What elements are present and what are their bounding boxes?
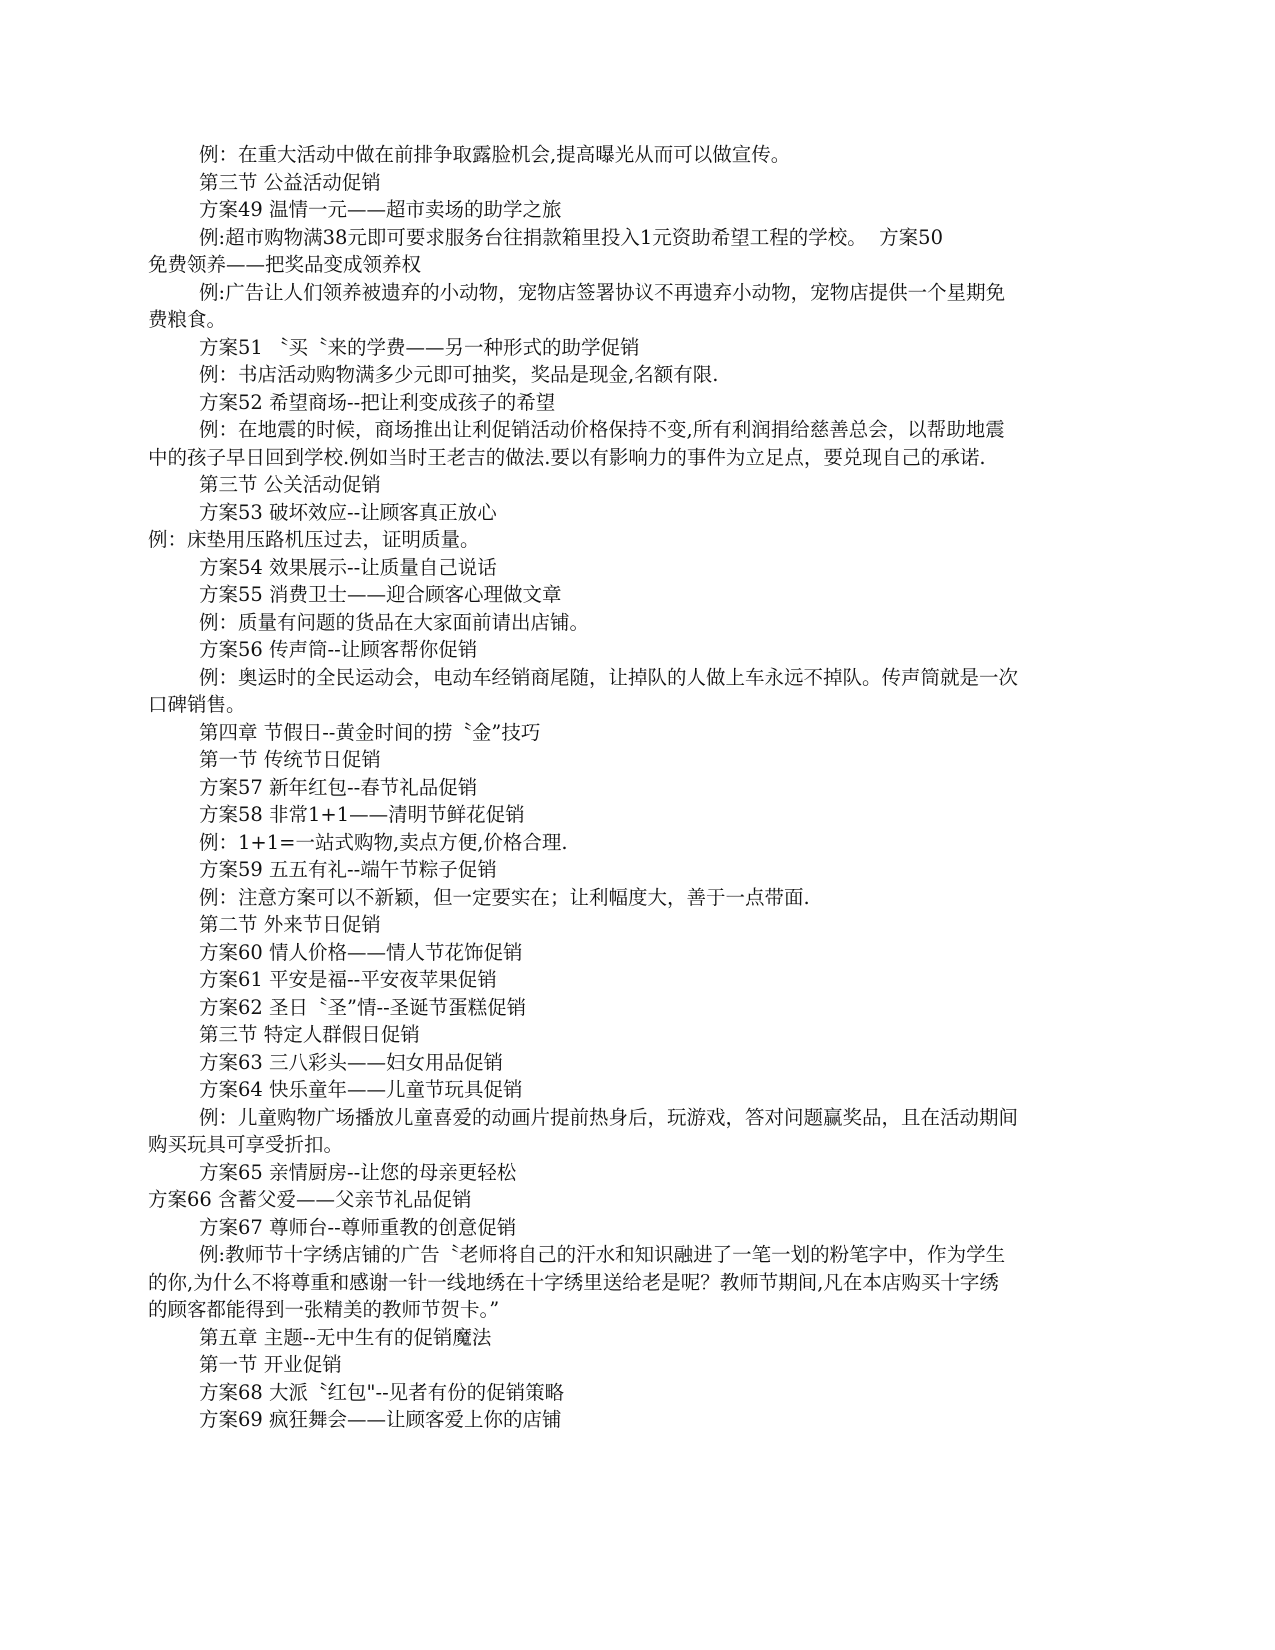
plan-heading: 方案68 大派〝红包"--见者有份的促销策略 [199, 1380, 565, 1404]
plan-heading: 方案51 〝买〝来的学费——另一种形式的助学促销 [199, 335, 640, 359]
text-line: 例:教师节十字绣店铺的广告〝老师将自己的汗水和知识融进了一笔一划的粉笔字中，作为学生 [199, 1243, 1006, 1266]
plan-heading: 方案57 新年红包--春节礼品促销 [199, 775, 478, 799]
text-line: 例：在重大活动中做在前排争取露脸机会,提高曝光从而可以做宣传。 [199, 143, 791, 166]
plan-heading: 方案63 三八彩头——妇女用品促销 [199, 1050, 504, 1074]
chapter-heading: 第五章 主题--无中生有的促销魔法 [199, 1325, 492, 1349]
text-line: 例：质量有问题的货品在大家面前请出店铺。 [199, 610, 590, 634]
text-line: 例:超市购物满38元即可要求服务台往捐款箱里投入1元资助希望工程的学校。 方案50 [199, 225, 943, 249]
text-line: 购买玩具可享受折扣。 [148, 1133, 344, 1156]
text-line: 口碑销售。 [148, 693, 246, 716]
text-line: 例：注意方案可以不新颖，但一定要实在；让利幅度大，善于一点带面. [199, 885, 810, 909]
text-line: 例：床垫用压路机压过去，证明质量。 [148, 528, 480, 551]
text-line: 例：在地震的时候，商场推出让利促销活动价格保持不变,所有利润捐给慈善总会，以帮助地震 [199, 418, 1005, 441]
text-line: 例：儿童购物广场播放儿童喜爱的动画片提前热身后，玩游戏，答对问题赢奖品，且在活动期间 [199, 1105, 1019, 1129]
plan-heading: 方案59 五五有礼--端午节粽子促销 [199, 858, 497, 881]
plan-heading: 方案58 非常1+1——清明节鲜花促销 [199, 803, 525, 826]
text-line: 例：奥运时的全民运动会，电动车经销商尾随，让掉队的人做上车永远不掉队。传声筒就是一次 [199, 665, 1019, 689]
text-line: 的顾客都能得到一张精美的教师节贺卡。” [148, 1298, 500, 1321]
plan-heading: 方案66 含蓄父爱——父亲节礼品促销 [148, 1188, 472, 1211]
section-heading: 第一节 开业促销 [199, 1353, 342, 1376]
document-page [148, 141, 1128, 1434]
text-line: 例：1+1=一站式购物,卖点方便,价格合理. [199, 830, 568, 854]
plan-heading: 方案53 破坏效应--让顾客真正放心 [199, 500, 497, 524]
text-line: 费粮食。 [148, 308, 227, 331]
section-heading: 第二节 外来节日促销 [199, 913, 381, 936]
plan-heading: 方案69 疯狂舞会——让顾客爱上你的店铺 [199, 1408, 562, 1431]
text-line: 的你,为什么不将尊重和感谢一针一线地绣在十字绣里送给老是呢？教师节期间,凡在本店购买十字绣 [148, 1270, 999, 1294]
plan-heading: 方案60 情人价格——情人节花饰促销 [199, 940, 523, 964]
plan-heading: 方案64 快乐童年——儿童节玩具促销 [199, 1078, 523, 1101]
text-line: 例:广告让人们领养被遗弃的小动物，宠物店签署协议不再遗弃小动物，宠物店提供一个星期免 [199, 280, 1006, 304]
section-heading: 第一节 传统节日促销 [199, 748, 381, 771]
section-heading: 第三节 公益活动促销 [199, 170, 381, 194]
plan-heading: 方案52 希望商场--把让利变成孩子的希望 [199, 390, 556, 414]
plan-heading: 方案55 消费卫士——迎合顾客心理做文章 [199, 583, 562, 606]
chapter-heading: 第四章 节假日--黄金时间的捞〝金”技巧 [199, 720, 541, 744]
plan-heading: 方案61 平安是福--平安夜苹果促销 [199, 968, 497, 991]
plan-heading: 方案67 尊师台--尊师重教的创意促销 [199, 1215, 517, 1239]
text-line: 中的孩子早日回到学校.例如当时王老吉的做法.要以有影响力的事件为立足点，要兑现自己的承诺. [148, 445, 986, 469]
plan-heading: 方案56 传声筒--让顾客帮你促销 [199, 638, 478, 661]
plan-heading: 方案62 圣日〝圣”情--圣诞节蛋糕促销 [199, 995, 527, 1019]
plan-heading: 方案65 亲情厨房--让您的母亲更轻松 [199, 1160, 517, 1184]
section-heading: 第三节 特定人群假日促销 [199, 1023, 420, 1046]
plan-heading: 方案49 温情一元——超市卖场的助学之旅 [199, 198, 562, 221]
plan-heading: 方案54 效果展示--让质量自己说话 [199, 555, 497, 579]
text-line: 例：书店活动购物满多少元即可抽奖，奖品是现金,名额有限. [199, 363, 719, 386]
section-heading: 第三节 公关活动促销 [199, 473, 381, 496]
plan-heading: 免费领养——把奖品变成领养权 [148, 253, 422, 276]
